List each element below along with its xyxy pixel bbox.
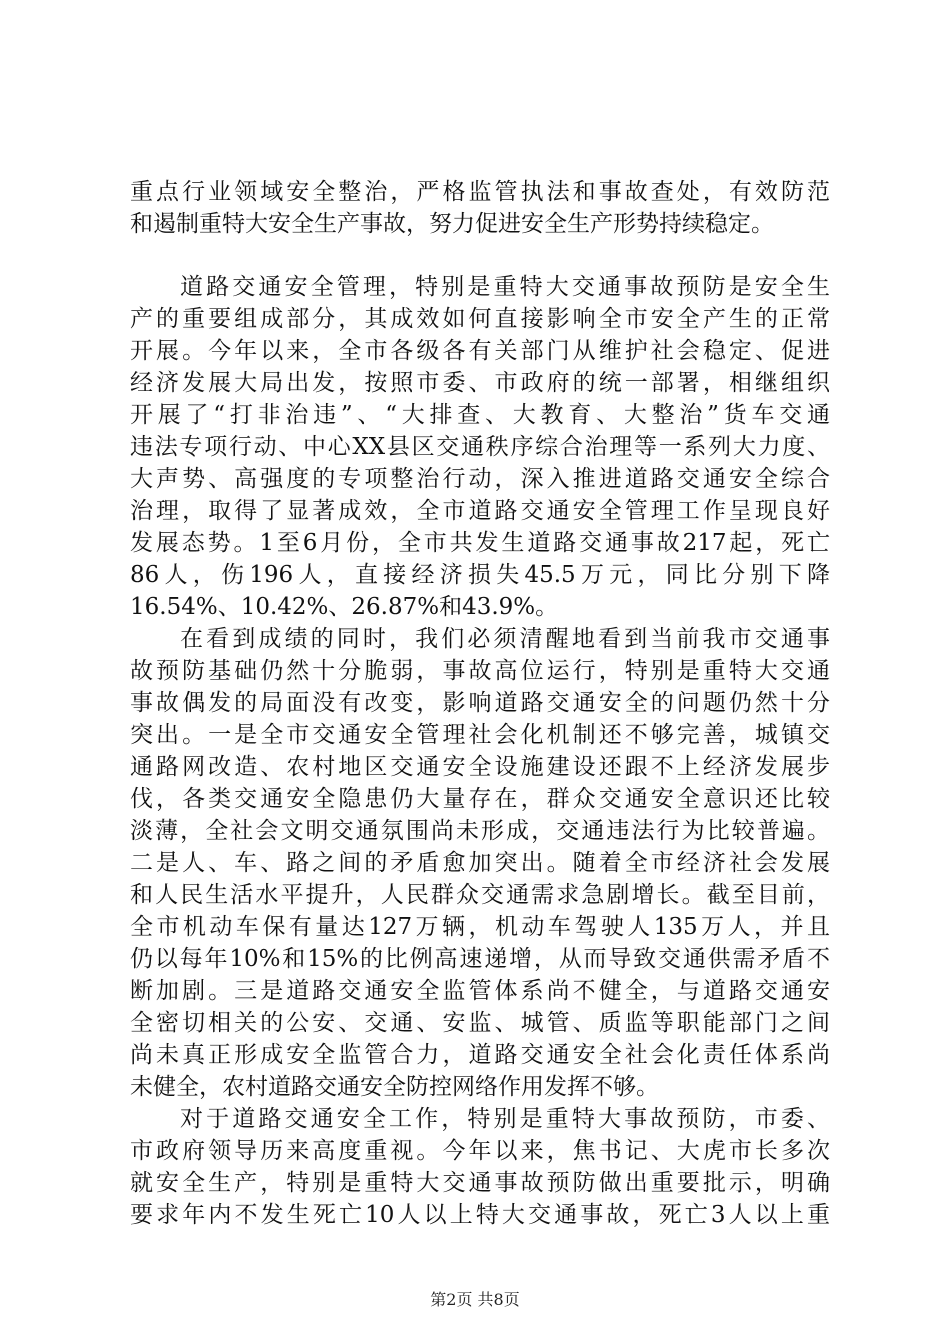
text-line: 和人民生活水平提升，人民群众交通需求急剧增长。截至目前， bbox=[130, 882, 830, 908]
text-line: 大声势、高强度的专项整治行动，深入推进道路交通安全综合 bbox=[130, 466, 830, 492]
text-line: 16.54%、10.42%、26.87%和43.9%。 bbox=[130, 594, 559, 620]
paragraph bbox=[130, 271, 830, 623]
text-line: 全市机动车保有量达127万辆，机动车驾驶人135万人，并且 bbox=[130, 914, 830, 940]
text-line: 开展了“打非治违”、“大排查、大教育、大整治”货车交通 bbox=[130, 402, 830, 428]
text-line: 伐，各类交通安全隐患仍大量存在，群众交通安全意识还比较 bbox=[130, 786, 830, 812]
text-line: 重点行业领域安全整治，严格监管执法和事故查处，有效防范 bbox=[130, 179, 830, 205]
text-line: 86人，伤196人，直接经济损失45.5万元，同比分别下降 bbox=[130, 562, 830, 588]
text-line: 在看到成绩的同时，我们必须清醒地看到当前我市交通事 bbox=[180, 626, 830, 652]
text-line: 对于道路交通安全工作，特别是重特大事故预防，市委、 bbox=[180, 1106, 830, 1132]
text-line: 故预防基础仍然十分脆弱，事故高位运行，特别是重特大交通 bbox=[130, 658, 830, 684]
text-line: 就安全生产，特别是重特大交通事故预防做出重要批示，明确 bbox=[130, 1170, 830, 1196]
text-line: 淡薄，全社会文明交通氛围尚未形成，交通违法行为比较普遍。 bbox=[130, 818, 830, 844]
text-line: 发展态势。1至6月份，全市共发生道路交通事故217起，死亡 bbox=[130, 530, 830, 556]
paragraph bbox=[130, 176, 830, 240]
text-line: 道路交通安全管理，特别是重特大交通事故预防是安全生 bbox=[180, 274, 830, 300]
text-line: 治理，取得了显著成效，全市道路交通安全管理工作呈现良好 bbox=[130, 498, 830, 524]
text-line: 突出。一是全市交通安全管理社会化机制还不够完善，城镇交 bbox=[130, 722, 830, 748]
text-line: 事故偶发的局面没有改变，影响道路交通安全的问题仍然十分 bbox=[130, 690, 830, 716]
text-line: 开展。今年以来，全市各级各有关部门从维护社会稳定、促进 bbox=[130, 338, 830, 364]
text-line: 全密切相关的公安、交通、安监、城管、质监等职能部门之间 bbox=[130, 1010, 830, 1036]
page-number-label: 第2页 共8页 bbox=[430, 1290, 520, 1309]
text-line: 市政府领导历来高度重视。今年以来，焦书记、大虎市长多次 bbox=[130, 1138, 830, 1164]
text-line: 仍以每年10%和15%的比例高速递增，从而导致交通供需矛盾不 bbox=[130, 946, 830, 972]
text-line: 经济发展大局出发，按照市委、市政府的统一部署，相继组织 bbox=[130, 370, 830, 396]
paragraph bbox=[130, 1103, 830, 1231]
paragraph bbox=[130, 623, 830, 1103]
text-line: 产的重要组成部分，其成效如何直接影响全市安全产生的正常 bbox=[130, 306, 830, 332]
text-line: 断加剧。三是道路交通安全监管体系尚不健全，与道路交通安 bbox=[130, 978, 830, 1004]
text-line: 通路网改造、农村地区交通安全设施建设还跟不上经济发展步 bbox=[130, 754, 830, 780]
text-line: 二是人、车、路之间的矛盾愈加突出。随着全市经济社会发展 bbox=[130, 850, 830, 876]
page-footer bbox=[0, 1287, 950, 1310]
text-line: 要求年内不发生死亡10人以上特大交通事故，死亡3人以上重 bbox=[130, 1202, 830, 1228]
text-line: 未健全，农村道路交通安全防控网络作用发挥不够。 bbox=[130, 1074, 659, 1100]
text-line: 和遏制重特大安全生产事故，努力促进安全生产形势持续稳定。 bbox=[130, 211, 774, 237]
body-text bbox=[130, 176, 830, 1231]
text-line: 尚未真正形成安全监管合力，道路交通安全社会化责任体系尚 bbox=[130, 1042, 830, 1068]
text-line: 违法专项行动、中心XX县区交通秩序综合治理等一系列大力度、 bbox=[130, 434, 830, 460]
